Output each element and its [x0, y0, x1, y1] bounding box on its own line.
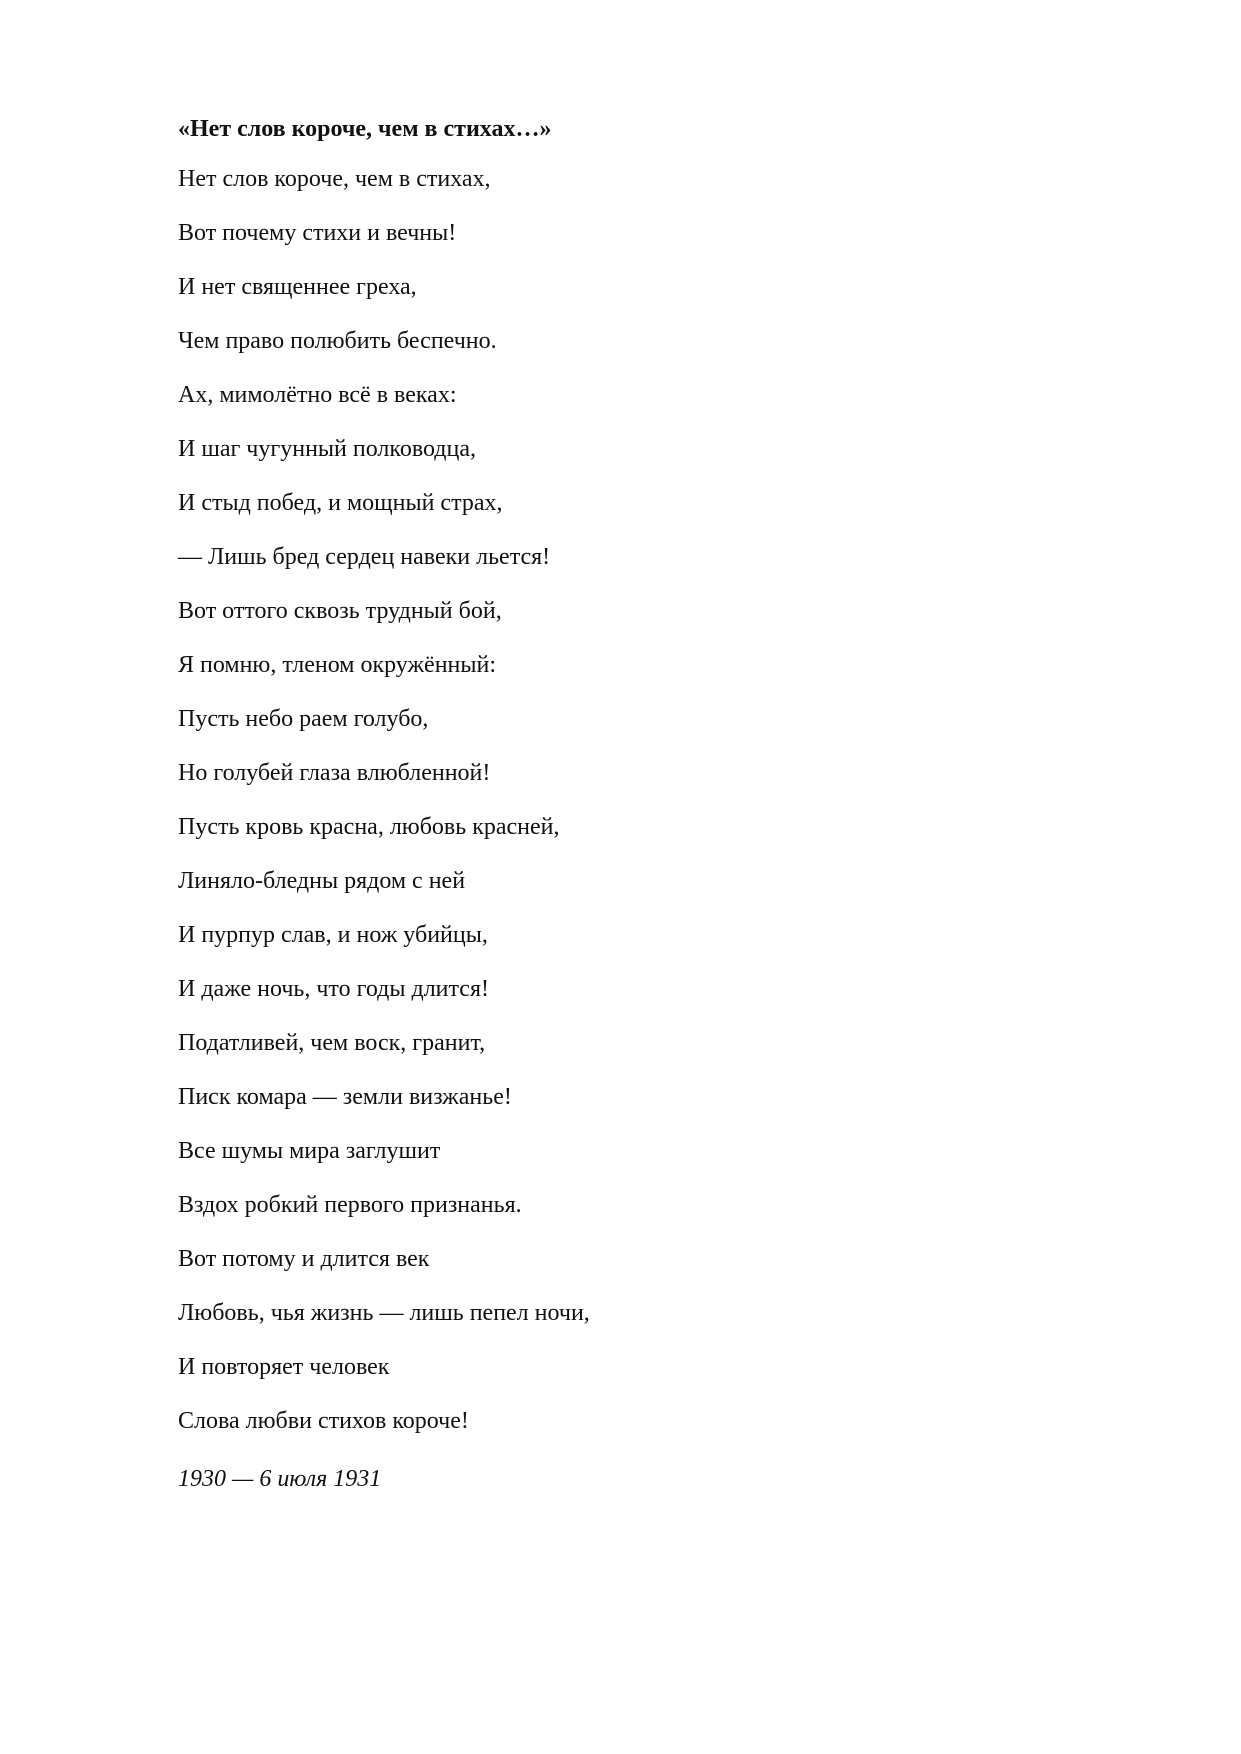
poem-line: И шаг чугунный полководца,	[178, 436, 477, 462]
poem-body	[178, 165, 1078, 1435]
poem-line: Вот потому и длится век	[178, 1246, 430, 1272]
poem-line: Но голубей глаза влюбленной!	[178, 760, 491, 786]
poem-line: Пусть небо раем голубо,	[178, 706, 429, 732]
poem-line: — Лишь бред сердец навеки льется!	[178, 544, 551, 570]
poem-line: Чем право полюбить беспечно.	[178, 328, 497, 354]
poem-line: Все шумы мира заглушит	[178, 1138, 441, 1164]
poem-line: Писк комара — земли визжанье!	[178, 1084, 512, 1110]
poem-line: Вздох робкий первого признанья.	[178, 1192, 522, 1218]
poem-line: Нет слов короче, чем в стихах,	[178, 166, 491, 192]
poem-line: Вот оттого сквозь трудный бой,	[178, 598, 502, 624]
poem-line: И пурпур слав, и нож убийцы,	[178, 922, 488, 948]
poem-date: 1930 — 6 июля 1931	[178, 1466, 382, 1492]
poem-line: И повторяет человек	[178, 1354, 390, 1380]
poem-line: Пусть кровь красна, любовь красней,	[178, 814, 560, 840]
poem-line: И даже ночь, что годы длится!	[178, 976, 489, 1002]
poem-line: Линяло-бледны рядом с ней	[178, 868, 466, 894]
poem-title: «Нет слов короче, чем в стихах…»	[178, 116, 552, 142]
poem-line: И стыд побед, и мощный страх,	[178, 490, 503, 516]
poem-line: Слова любви стихов короче!	[178, 1408, 469, 1434]
poem-line: Вот почему стихи и вечны!	[178, 220, 457, 246]
poem	[178, 115, 1078, 1493]
poem-line: Ах, мимолётно всё в веках:	[178, 382, 457, 408]
poem-line: Я помню, тленом окружённый:	[178, 652, 497, 678]
poem-line: Податливей, чем воск, гранит,	[178, 1030, 486, 1056]
poem-line: И нет священнее греха,	[178, 274, 417, 300]
poem-line: Любовь, чья жизнь — лишь пепел ночи,	[178, 1300, 590, 1326]
